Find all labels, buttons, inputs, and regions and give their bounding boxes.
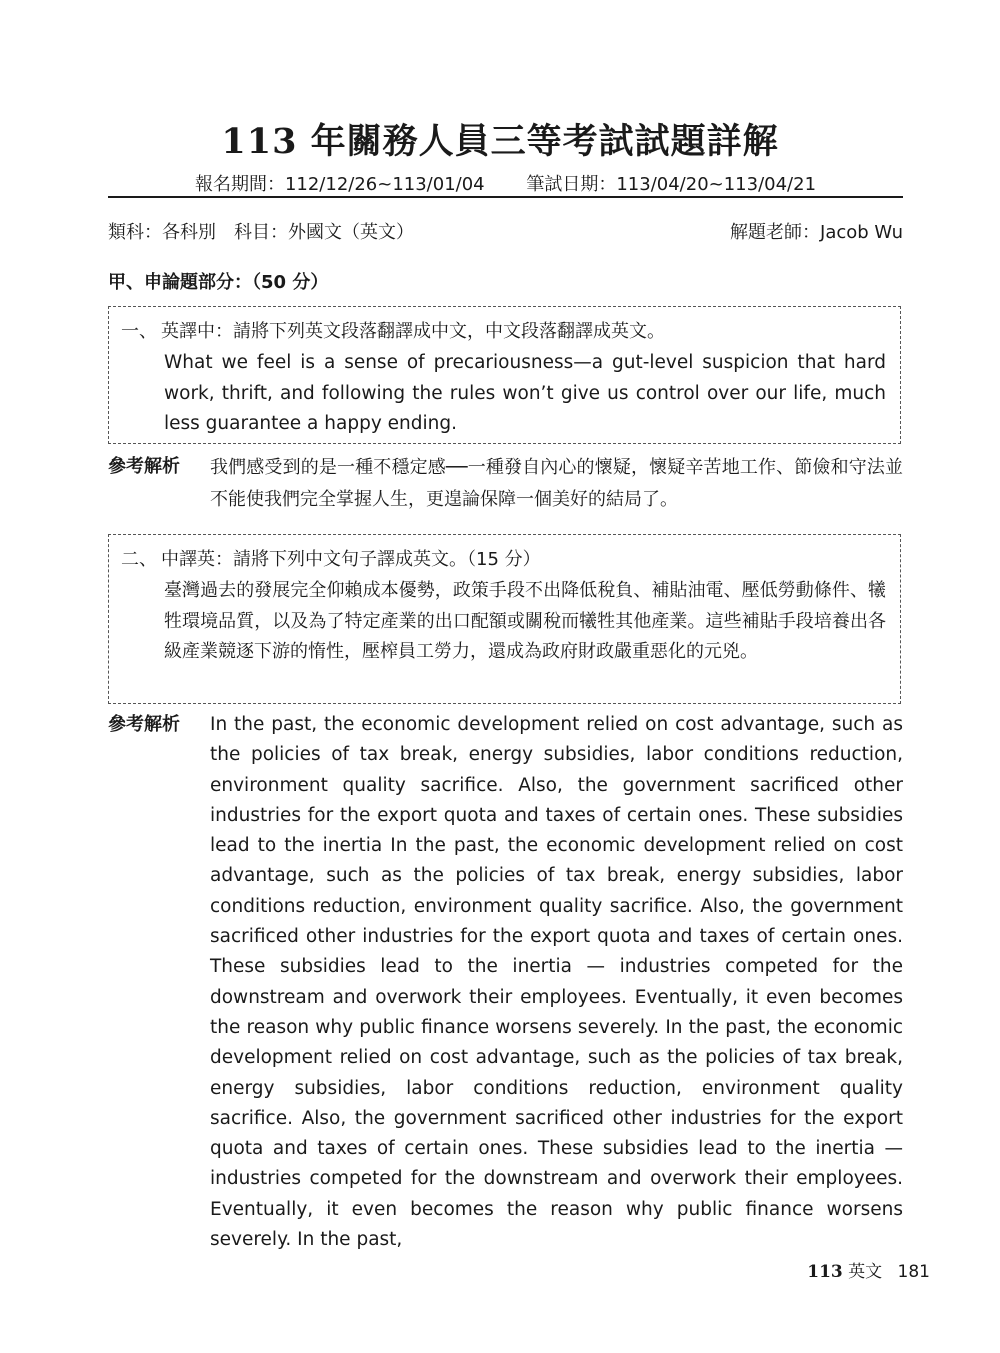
question-1-passage: What we feel is a sense of precariousness—a gut-level suspicion that hard work, thrift, and following the rules won’t give us control over our life, much less guarantee a happy ending. (164, 352, 886, 434)
question-1-instruction: 英譯中：請將下列英文段落翻譯成中文，中文段落翻譯成英文。 (161, 321, 665, 342)
answer-2-text: In the past, the economic development relied on cost advantage, such as the policies of tax break, energy subsidies, labor conditions reduction, environment quality sacrifice. Also, the government sacrificed other industries for the export quota and taxes of certain ones. These subsidies lead to the inertia In the past, the economic development relied on cost advantage, such as the policies of tax break, energy subsidies, labor conditions reduction, environment quality sacrifice. Also, the government sacrificed other industries for the export quota and taxes of certain ones. These subsidies lead to the inertia — industries competed for the downstream and overwork their employees. Eventually, it even becomes the reason why public finance worsens severely. In the past, the economic development relied on cost advantage, such as the policies of tax break, energy subsidies, labor conditions reduction, environment quality sacrifice. Also, the government sacrificed other industries for the export quota and taxes of certain ones. These subsidies lead to the inertia — industries competed for the downstream and overwork their employees. Eventually, it even becomes the reason why public finance worsens severely. In the past, (210, 714, 903, 1251)
footer-tag: 113 (807, 1262, 843, 1282)
footer-subject: 英文 (848, 1262, 883, 1282)
question-1-number: 一、 (121, 321, 157, 342)
question-2-instruction: 中譯英：請將下列中文句子譯成英文。（15 分） (161, 549, 541, 570)
answer-1 (108, 452, 903, 522)
answer-2 (108, 710, 903, 1251)
teacher: 解題老師：Jacob Wu (730, 222, 903, 243)
category-subject: 類科：各科別 科目：外國文（英文） (108, 222, 414, 243)
page-title: 113 年關務人員三等考試試題詳解 (221, 121, 779, 162)
exam-dates (108, 170, 903, 196)
registration-period: 報名期間：112/12/26~113/01/04 (194, 174, 485, 195)
question-1-header (121, 317, 665, 348)
question-2-passage: 臺灣過去的發展完全仰賴成本優勢，政策手段不出降低稅負、補貼油電、壓低勞動條件、犧牲環境品質，以及為了特定產業的出口配額或關稅而犧牲其他產業。這些補貼手段培養出各級產業競逐下游的惰性，壓榨員工勞力，還成為政府財政嚴重惡化的元兇。 (164, 580, 886, 662)
header-divider (108, 196, 903, 198)
page-number: 181 (897, 1262, 930, 1282)
question-2-box (108, 534, 901, 704)
exam-period: 筆試日期：113/04/20~113/04/21 (526, 174, 817, 195)
question-2-number: 二、 (121, 549, 157, 570)
page-footer (807, 1257, 930, 1282)
answer-2-label: 參考解析 (108, 714, 180, 735)
question-2-header (121, 545, 541, 576)
answer-1-label: 參考解析 (108, 456, 180, 477)
answer-1-text: 我們感受到的是一種不穩定感──一種發自內心的懷疑，懷疑辛苦地工作、節儉和守法並不能使我們完全掌握人生，更遑論保障一個美好的結局了。 (210, 457, 903, 510)
exam-meta (108, 218, 903, 244)
section-heading: 甲、申論題部分：（50 分） (108, 272, 329, 293)
question-1-box (108, 306, 901, 444)
